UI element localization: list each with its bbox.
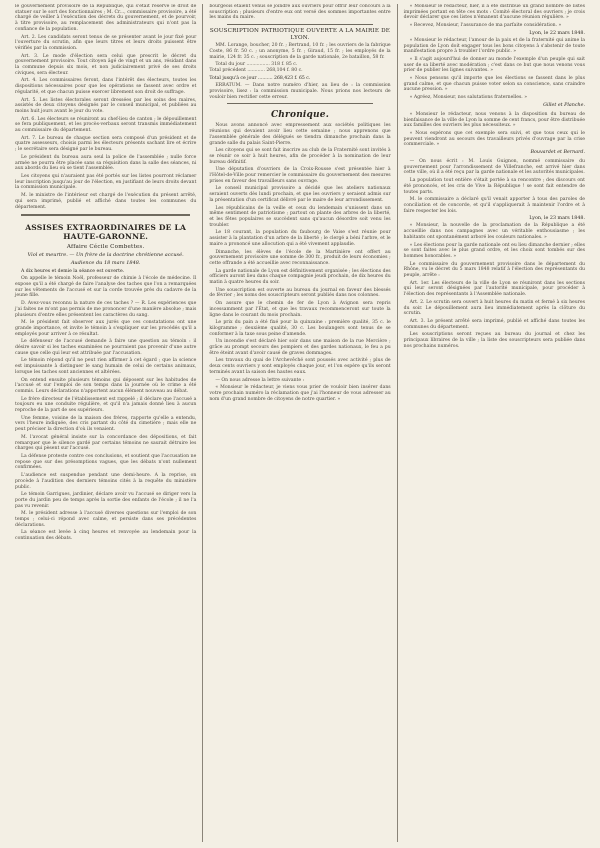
- chronicle-title: Chronique.: [270, 110, 330, 121]
- left-column: le gouvernement provisoire de la République, qui s'était réservé le droit de statuer sur le sort des fonctionnaires ; M. Cr..., commissaire provisoire, a été chargé de veiller à l'exécution des décrets du gouvernement, et de pourvoir, à titre provisoire, au remplacement des administrateurs qui n'ont pas la confiance de la population. Art. 2. Les candidats seront tenus de se présenter avant le jour fixé pour l'ouverture du scrutin, afin que leurs titres et leurs droits puissent être vérifiés par la commission. Art. 3. Le mode d'élection sera celui que prescrit le décret du gouvernement provisoire. Tout citoyen âgé de vingt et un ans, résidant dans la commune depuis six mois, et non judiciairement privé de ses droits civiques, sera électeur. Art. 4. Les commissaires feront, dans l'intérêt des électeurs, toutes les dispositions nécessaires pour que les opérations se fassent avec ordre et régularité, et que chacun puisse exercer librement son droit de suffrage. Art. 5. Les listes électorales seront dressées par les soins des maires, assistés de deux citoyens désignés par le conseil municipal, et publiées au moins huit jours avant le jour du vote. Art. 6. Les électeurs se réuniront au chef-lieu de canton ; le dépouillement se fera publiquement, et les procès-verbaux seront transmis immédiatement au commissaire du département. Art. 7. Le bureau de chaque section sera composé d'un président et de quatre assesseurs, choisis parmi les électeurs présents sachant lire et écrire ; le secrétaire sera désigné par le bureau. Le président du bureau aura seul la police de l'assemblée ; nulle force armée ne pourra être placée sans sa réquisition dans la salle des séances, ni aux abords du lieu où se tient l'assemblée. Les citoyens qui n'auraient pas été portés sur les listes pourront réclamer leur inscription jusqu'au jour de l'élection, en justifiant de leurs droits devant la commission municipale. M. le ministre de l'intérieur est chargé de l'exécution du présent arrêté, qui sera imprimé, publié et affiché dans toutes les communes du département. ASSISES EXTRAORDINAIRES DE LA HAUTE-GARONNE. Affaire Cécile Combettes. Viol et meurtre. — Un frère de la doctrine chrétienne accusé. Audience du 18 mars 1848. A dix heures et demie la séance est ouverte. On appelle le témoin Noël, professeur de chimie à l'école de médecine. Il expose qu'il a été chargé de faire l'analyse des taches que l'on a remarquées sur les vêtements de l'accusé et sur la corde trouvée près du cadavre de la jeune fille. D. Avez-vous reconnu la nature de ces taches ? — R. Les expériences que j'ai faites ne m'ont pas permis de me prononcer d'une manière absolue ; mais plusieurs d'entre elles présentent les caractères du sang. M. le président fait observer aux jurés que ces constatations ont une grande importance, et invite le témoin à s'expliquer sur les procédés qu'il a employés pour arriver à ce résultat. Le défenseur de l'accusé demande à faire une question au témoin : il désire savoir si les taches examinées ne pourraient pas provenir d'une autre cause que celle qui leur est attribuée par l'accusation. Le témoin répond qu'il ne peut rien affirmer à cet égard ; que la science est impuissante à distinguer le sang humain de celui de certains animaux, lorsque les taches sont anciennes et altérées. On entend ensuite plusieurs témoins qui déposent sur les habitudes de l'accusé et sur l'emploi de son temps dans la journée où le crime a été commis. Leurs déclarations n'apportent aucun élément nouveau au débat. Le frère directeur de l'établissement est rappelé ; il déclare que l'accusé a toujours eu une conduite régulière, et qu'il n'a jamais donné lieu à aucun reproche de la part de ses supérieurs. Une femme, voisine de la maison des frères, rapporte qu'elle a entendu, vers l'heure indiquée, des cris partant du côté du cimetière ; mais elle ne peut préciser la direction d'où ils venaient. M. l'avocat général insiste sur la concordance des dépositions, et fait remarquer que le silence gardé par certains témoins ne saurait détruire les charges qui pèsent sur l'accusé. La défense proteste contre ces conclusions, et soutient que l'accusation ne repose que sur des présomptions vagues, que les débats n'ont nullement confirmées. L'audience est suspendue pendant une demi-heure. A la reprise, on procède à l'audition des derniers témoins cités à la requête du ministère public. Le témoin Garrigues, jardinier, déclare avoir vu l'accusé se diriger vers la porte du jardin peu de temps après la sortie des enfants de l'école ; il ne l'a pas vu revenir. M. le président adresse à l'accusé diverses questions sur l'emploi de son temps ; celui-ci répond avec calme, et persiste dans ses précédentes déclarations. La séance est levée à cinq heures et renvoyée au lendemain pour la continuation des débats.: [15, 4, 197, 542]
- hearing-date: Audience du 18 mars 1848.: [70, 260, 141, 267]
- subscription-title: SOUSCRIPTION PATRIOTIQUE OUVERTE A LA MAIRIE DE LYON.: [209, 28, 391, 42]
- section-title: ASSISES EXTRAORDINAIRES DE LA HAUTE-GARONNE.: [25, 223, 187, 242]
- section-divider: [21, 214, 190, 216]
- signature-2: Bouvardet et Bernard.: [530, 150, 585, 156]
- signature-1: Gillet et Planche.: [543, 102, 585, 108]
- section-divider: [227, 24, 372, 25]
- case-title: Affaire Cécile Combettes.: [66, 244, 145, 251]
- subscription-total: Total jusqu'à ce jour .......... 268,423 f. 65 c.: [209, 75, 311, 81]
- dateline-1: Lyon, le 22 mars 1848.: [529, 30, 585, 36]
- case-subtitle: Viol et meurtre. — Un frère de la doctrine chrétienne accusé.: [27, 252, 184, 259]
- middle-column: bourgeois étaient venus se joindre aux ouvriers pour offrir leur concours à la souscription ; plusieurs d'entre eux ont versé des sommes importantes entre les mains du maire. SOUSCRIPTION PATRIOTIQUE OUVERTE A LA MAIRIE DE LYON. MM. Lorange, boucher, 20 fr. ; Bertrand, 10 fr. ; les ouvriers de la fabrique Coste, 86 fr. 50 c. ; un anonyme, 5 fr. ; Giraud, 15 fr. ; les employés de la mairie, 124 fr. 35 c. ; souscription de la garde nationale, 2e bataillon, 58 fr. Total du jour ................ 318 f. 85 c. Total précédent ............ 268,104 f. 80 c. Total jusqu'à ce jour .......... 268,423 f. 65 c. ERRATUM. — Dans notre numéro d'hier, au lieu de : la commission provisoire, lisez : la commission municipale. Nous prions nos lecteurs de vouloir bien rectifier cette erreur. Chronique. Nous avons annoncé avec empressement aux sociétés politiques les réunions qui devaient avoir lieu cette semaine ; nous apprenons que l'assemblée générale des délégués se tiendra dimanche prochain dans la grande salle du palais Saint-Pierre. Les citoyens qui se sont fait inscrire au club de la Fraternité sont invités à se réunir ce soir à huit heures, afin de procéder à la nomination de leur bureau définitif. Une députation d'ouvriers de la Croix-Rousse s'est présentée hier à l'Hôtel-de-Ville pour remercier le commissaire du gouvernement des mesures prises en faveur des travailleurs sans ouvrage. Le conseil municipal provisoire a décidé que les ateliers nationaux seraient ouverts dès lundi prochain, et que les ouvriers y seraient admis sur la présentation d'un certificat délivré par le maire de leur arrondissement. Les républicains de la veille et ceux du lendemain s'unissent dans un même sentiment de patriotisme ; partout on plante des arbres de la liberté, et les fêtes populaires se succèdent sans qu'aucun désordre soit venu les troubler. Le 18 courant, la population du faubourg de Vaise s'est réunie pour assister à la plantation d'un arbre de la liberté ; le clergé a béni l'arbre, et le maire a prononcé une allocution qui a été vivement applaudie. Dimanche, les élèves de l'école de la Martinière ont offert au gouvernement provisoire une somme de 300 fr., produit de leurs économies ; cette offrande a été accueillie avec reconnaissance. La garde nationale de Lyon est définitivement organisée ; les élections des officiers auront lieu dans chaque compagnie jeudi prochain, de dix heures du matin à quatre heures du soir. Une souscription est ouverte au bureau du journal en faveur des blessés de février ; les noms des souscripteurs seront publiés dans nos colonnes. On assure que le chemin de fer de Lyon à Avignon sera repris incessamment par l'État, et que les travaux recommenceront sur toute la ligne dans le courant du mois prochain. Le prix du pain a été fixé pour la quinzaine : première qualité, 35 c. le kilogramme ; deuxième qualité, 30 c. Les boulangers sont tenus de se conformer à la taxe sous peine d'amende. Un incendie s'est déclaré hier soir dans une maison de la rue Mercière ; grâce au prompt secours des pompiers et des gardes nationaux, le feu a pu être éteint avant d'avoir causé de graves dommages. Les travaux du quai de l'Archevêché sont poussés avec activité ; plus de deux cents ouvriers y sont employés chaque jour, et l'on espère qu'ils seront terminés avant la saison des hautes eaux. — On nous adresse la lettre suivante : « Monsieur le rédacteur, je viens vous prier de vouloir bien insérer dans votre prochain numéro la réclamation que j'ai l'honneur de vous adresser au nom d'un grand nombre de citoyens de notre quartier. »: [202, 4, 396, 842]
- right-column: « Monsieur le rédacteur, hier, il a été distribué un grand nombre de listes imprimées portant en tête ces mots : Comité électoral des ouvriers ; je crois devoir déclarer que ces listes n'émanent d'aucune réunion régulière. » « Recevez, Monsieur, l'assurance de ma parfaite considération. » Lyon, le 22 mars 1848. « Monsieur le rédacteur, l'amour de la paix et de la fraternité qui anime la population de Lyon doit engager tous les bons citoyens à s'abstenir de toute manifestation propre à troubler l'ordre public. » « Il s'agit aujourd'hui de donner au monde l'exemple d'un peuple qui sait user de sa liberté avec modération ; c'est dans ce but que nous venons vous prier de publier les lignes suivantes. » « Nous pensons qu'il importe que les élections se fassent dans le plus grand calme, et que chacun puisse voter selon sa conscience, sans craindre aucune pression. » « Agréez, Monsieur, nos salutations fraternelles. » Gillet et Planche. « Monsieur le rédacteur, nous venons à la disposition du bureau de bienfaisance de la ville de Lyon la somme de cent francs, pour être distribuée aux familles des ouvriers les plus nécessiteux. » « Nous espérons que cet exemple sera suivi, et que tous ceux qui le peuvent viendront au secours des travailleurs privés d'ouvrage par la crise commerciale. » Bouvardet et Bernard. — On nous écrit : M. Louis Guignon, nommé commissaire du gouvernement pour l'arrondissement de Villefranche, est arrivé hier dans cette ville, où il a été reçu par la garde nationale et les autorités municipales. La population tout entière s'était portée à sa rencontre ; des discours ont été prononcés, et les cris de Vive la République ! se sont fait entendre de toutes parts. M. le commissaire a déclaré qu'il venait apporter à tous des paroles de conciliation et de concorde, et qu'il s'appliquerait à maintenir l'ordre et à faire respecter les lois. Lyon, le 23 mars 1848. « Monsieur, la nouvelle de la proclamation de la République a été accueillie dans nos campagnes avec un véritable enthousiasme ; les habitants ont spontanément arboré les couleurs nationales. » « Les élections pour la garde nationale ont eu lieu dimanche dernier ; elles se sont faites avec le plus grand ordre, et les choix sont tombés sur des hommes honorables. » Le commissaire du gouvernement provisoire dans le département du Rhône, vu le décret du 5 mars 1848 relatif à l'élection des représentants du peuple, arrête : Art. 1er. Les électeurs de la ville de Lyon se réuniront dans les sections qui leur seront désignées par l'autorité municipale, pour procéder à l'élection des représentants à l'Assemblée nationale. Art. 2. Le scrutin sera ouvert à huit heures du matin et fermé à six heures du soir. Le dépouillement aura lieu immédiatement après la clôture du scrutin. Art. 3. Le présent arrêté sera imprimé, publié et affiché dans toutes les communes du département. Les souscriptions seront reçues au bureau du journal et chez les principaux libraires de la ville ; la liste des souscripteurs sera publiée dans nos prochains numéros.: [397, 4, 591, 842]
- section-divider: [227, 103, 372, 104]
- dateline-2: Lyon, le 23 mars 1848.: [529, 216, 585, 222]
- opening-line: A dix heures et demie la séance est ouverte.: [21, 268, 125, 274]
